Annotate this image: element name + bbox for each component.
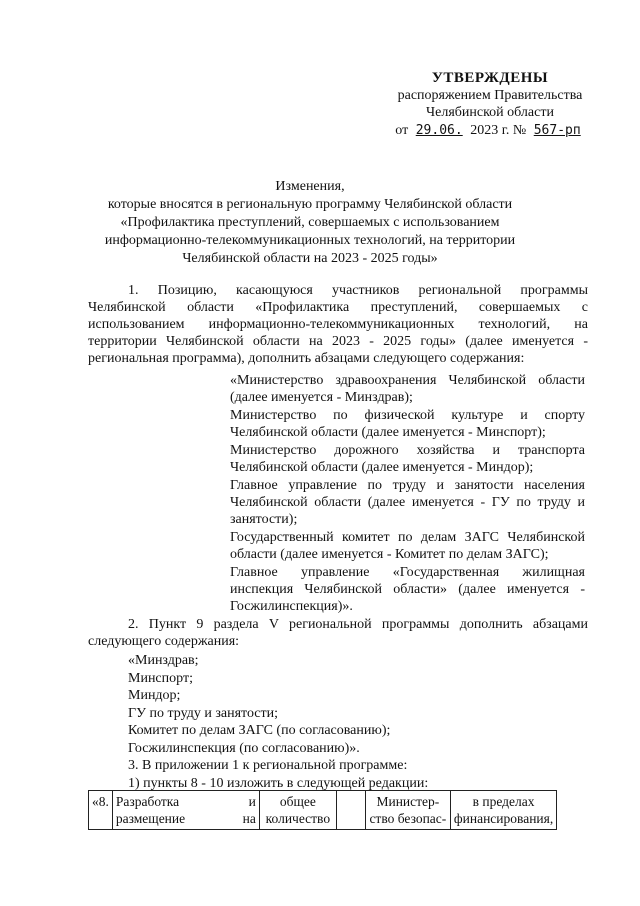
approval-heading: УТВЕРЖДЕНЫ (431, 70, 549, 86)
list-item: Миндор; (128, 688, 181, 703)
name-word: и (248, 794, 256, 809)
approval-stamp (370, 70, 610, 139)
document-title (80, 178, 540, 268)
participant-item: «Министерство здравоохранения Челябинской области (далее именуется - Минздрав); (230, 373, 585, 405)
date-value: 29.06. (415, 123, 463, 138)
cell-executor (365, 791, 450, 830)
participant-item: Министерство дорожного хозяйства и транспорта Челябинской области (далее именуется - Миндор); (230, 443, 585, 475)
date-prefix: от (395, 123, 409, 138)
indicator-line: общее (279, 794, 316, 809)
title-line-4: информационно-телекоммуникационных технологий, на территории (104, 233, 516, 248)
indicator-line: количество (265, 811, 331, 826)
list-item: Комитет по делам ЗАГС (по согласованию); (128, 723, 391, 738)
measures-table (88, 790, 557, 830)
executor-line: ство безопас- (369, 811, 447, 826)
approval-line-1: распоряжением Правительства (397, 88, 583, 103)
participant-item: Государственный комитет по делам ЗАГС Челябинской области (далее именуется - Комитет по делам ЗАГС); (230, 530, 585, 562)
cell-measure-name (112, 791, 259, 830)
title-line-2: которые вносятся в региональную программу Челябинской области (107, 197, 513, 212)
title-line-1: Изменения, (275, 179, 345, 194)
cell-financing (450, 791, 556, 830)
approval-line-2: Челябинской области (426, 105, 554, 120)
year-text: 2023 г. № (470, 123, 527, 138)
name-word: Разработка (115, 794, 180, 809)
name-word: размещение (115, 811, 186, 826)
paragraph-1: 1. Позицию, касающуюся участников региональной программы Челябинской области «Профилактика преступлений, совершаемых с использованием информационно-телекоммуникационных технологий, на территории Челябинской области на 2023 - 2025 годы» (далее именуется - региональная программа), дополнить абзацами следующего содержания: (88, 283, 588, 366)
executor-line: Министер- (376, 794, 440, 809)
list-item: 1) пункты 8 - 10 изложить в следующей редакции: (128, 775, 429, 791)
participant-item: Министерство по физической культуре и спорту Челябинской области (далее именуется - Минспорт); (230, 408, 585, 440)
participant-item: Главное управление по труду и занятости населения Челябинской области (далее именуется - ГУ по труду и занятости); (230, 478, 585, 527)
cell-indicator (259, 791, 336, 830)
approval-date-line (370, 122, 610, 139)
list-item: Минспорт; (128, 670, 193, 686)
order-number: 567-рп (533, 123, 581, 138)
participant-item: Главное управление «Государственная жилищная инспекция Челябинской области» (далее именуется - Госжилинспекция)». (230, 565, 585, 614)
abbreviation-list (128, 652, 428, 792)
financing-line: в пределах (472, 794, 535, 809)
list-item: Госжилинспекция (по согласованию)». (128, 740, 360, 756)
title-line-3: «Профилактика преступлений, совершаемых с использованием (120, 215, 500, 230)
list-item: ГУ по труду и занятости; (128, 705, 279, 721)
cell-number: «8. (89, 791, 113, 830)
name-word: на (242, 811, 256, 826)
cell-empty (336, 791, 365, 830)
title-line-5: Челябинской области на 2023 - 2025 годы» (182, 251, 438, 266)
paragraph-2: 2. Пункт 9 раздела V региональной программы дополнить абзацами следующего содержания: (88, 617, 588, 649)
participants-block (230, 372, 585, 616)
list-item: 3. В приложении 1 к региональной программе: (128, 758, 408, 773)
table-row (89, 791, 557, 830)
list-item: «Минздрав; (128, 653, 199, 668)
financing-line: финансирования, (453, 811, 554, 826)
